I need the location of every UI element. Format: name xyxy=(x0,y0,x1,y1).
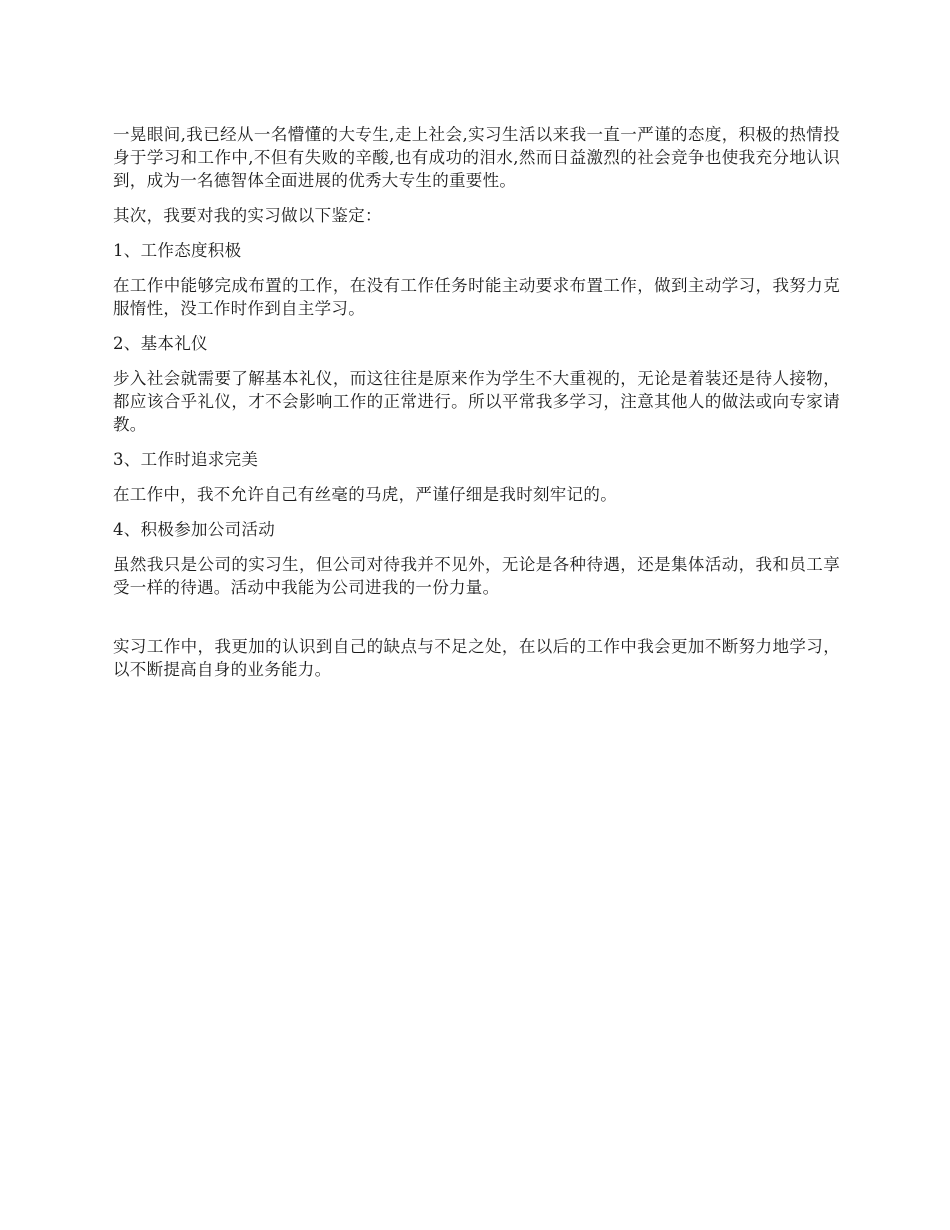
section-paragraph-2: 步入社会就需要了解基本礼仪，而这往往是原来作为学生不大重视的，无论是着装还是待人接物，都应该合乎礼仪，才不会影响工作的正常进行。所以平常我多学习，注意其他人的做法或向专家请教。 xyxy=(113,369,840,434)
document-body xyxy=(113,123,840,693)
closing-paragraph: 实习工作中，我更加的认识到自己的缺点与不足之处，在以后的工作中我会更加不断努力地学习，以不断提高自身的业务能力。 xyxy=(113,637,840,679)
section-paragraph-1: 在工作中能够完成布置的工作，在没有工作任务时能主动要求布置工作，做到主动学习，我努力克服惰性，没工作时作到自主学习。 xyxy=(113,276,840,318)
section-paragraph-4: 虽然我只是公司的实习生，但公司对待我并不见外，无论是各种待遇，还是集体活动，我和员工享受一样的待遇。活动中我能为公司进我的一份力量。 xyxy=(113,555,840,597)
paragraph-spacer xyxy=(113,611,840,635)
section-heading-4: 4、积极参加公司活动 xyxy=(113,520,275,539)
section-heading-1: 1、工作态度积极 xyxy=(113,241,242,260)
section-heading-2: 2、基本礼仪 xyxy=(113,334,208,353)
section-heading-3: 3、工作时追求完美 xyxy=(113,450,259,469)
summary-intro: 其次，我要对我的实习做以下鉴定： xyxy=(113,206,382,225)
intro-paragraph: 一晃眼间,我已经从一名懵懂的大专生,走上社会,实习生活以来我一直一严谨的态度，积极的热情投身于学习和工作中,不但有失败的辛酸,也有成功的泪水,然而日益激烈的社会竞争也使我充分地认识到，成为一名德智体全面进展的优秀大专生的重要性。 xyxy=(113,125,840,190)
section-paragraph-3: 在工作中，我不允许自己有丝毫的马虎，严谨仔细是我时刻牢记的。 xyxy=(113,485,617,504)
